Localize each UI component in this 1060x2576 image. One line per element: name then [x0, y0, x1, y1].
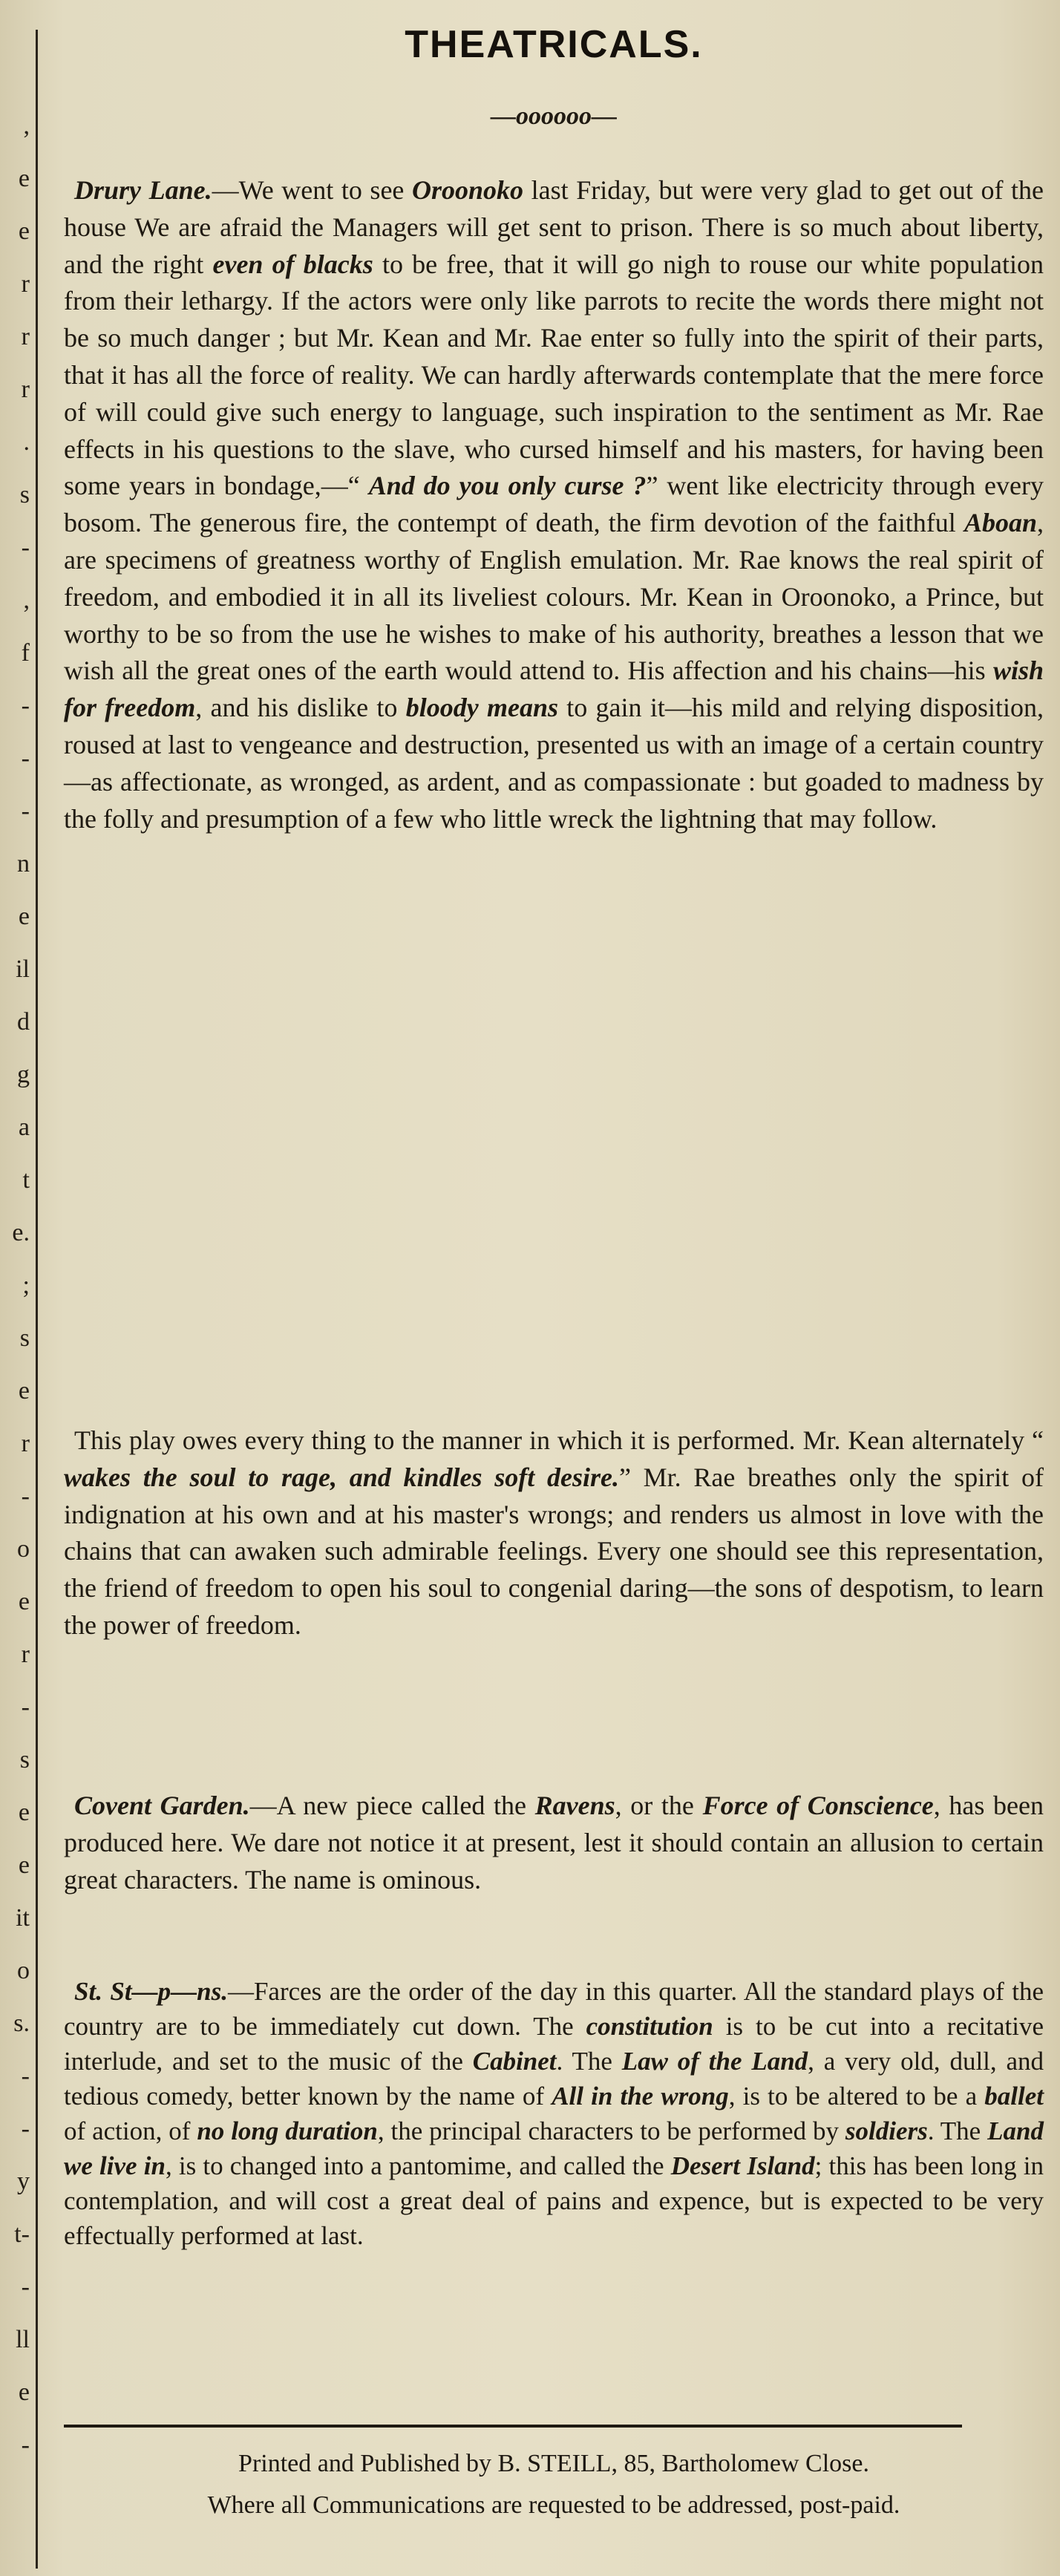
margin-fragment: -: [21, 692, 30, 719]
body-text: This play owes every thing to the manner in which it is performed. Mr. Kean alternately “: [74, 1425, 1044, 1455]
body-text: —Farces are the order of the day in this quarter. All the standard plays of the country are to be immediately cut down. The: [64, 1977, 1044, 2041]
emphasized-text: even of blacks: [212, 249, 373, 279]
margin-fragment: ;: [22, 1272, 30, 1299]
margin-fragment: -: [21, 2431, 30, 2459]
margin-fragment: r: [21, 376, 30, 403]
margin-fragment: ,: [23, 586, 30, 614]
emphasized-text: no long duration: [197, 2116, 378, 2145]
emphasized-text: wish for freedom: [64, 656, 1044, 723]
article-drury-lane: [64, 172, 1044, 837]
margin-fragment: s: [19, 481, 30, 509]
title-divider: —oooooo—: [491, 102, 617, 130]
body-text: ” went like electricity through every bosom. The generous fire, the contempt of death, the firm devotion of the faithful: [64, 471, 1044, 538]
margin-fragment: n: [17, 850, 30, 877]
body-text: —A new piece called the: [249, 1791, 535, 1820]
column-rule: [36, 30, 38, 2569]
emphasized-text: ballet: [984, 2082, 1044, 2111]
emphasized-text: Force of Conscience: [702, 1791, 934, 1820]
margin-fragment: -: [21, 745, 30, 772]
margin-fragment: -: [21, 534, 30, 561]
adjacent-column-fragments: [0, 0, 30, 2576]
emphasized-text: constitution: [586, 2012, 713, 2041]
margin-fragment: -: [21, 1693, 30, 1721]
body-text: ; this has been long in contemplation, and will cost a great deal of pains and expence, but is expected to be very effectually performed at last.: [64, 2151, 1044, 2250]
emphasized-text: soldiers: [845, 2116, 928, 2145]
emphasized-text: And do you only curse ?: [368, 471, 647, 501]
margin-fragment: r: [21, 270, 30, 298]
margin-fragment: o: [17, 1535, 30, 1563]
body-text: , and his dislike to: [195, 693, 406, 723]
margin-fragment: e: [18, 218, 30, 245]
margin-fragment: s: [19, 1324, 30, 1352]
body-text: , is to changed into a pantomime, and called the: [165, 2151, 671, 2180]
body-text: —We went to see: [212, 175, 412, 205]
emphasized-text: bloody means: [405, 693, 558, 723]
margin-fragment: e: [18, 2379, 30, 2406]
margin-fragment: d: [17, 1008, 30, 1036]
margin-fragment: r: [21, 1430, 30, 1457]
margin-fragment: .: [23, 428, 30, 456]
article-st-stephens: [64, 1974, 1044, 2253]
margin-fragment: -: [21, 2115, 30, 2142]
margin-fragment: -: [21, 1482, 30, 1510]
emphasized-text: Land we live in: [64, 2116, 1044, 2180]
body-text: to be free, that it will go nigh to rouse our white population from their lethargy. If the actors were only like parrots to recite the words there might not be so much danger ; but Mr. Kean and Mr. Rae enter so fully into the spirit of their parts, that it has all the force of reality. We can hardly afterwards contemplate that the mere force of will could give such energy to language, such inspiration to the sentiment as Mr. Rae effects in his questions to the slave, who cursed himself and his masters, for having been some years in bondage,—“: [64, 249, 1044, 501]
margin-fragment: s: [19, 1746, 30, 1774]
body-text: is to be cut into a recitative interlude, and set to the music of the: [64, 2012, 1044, 2076]
body-text: of action, of: [64, 2116, 197, 2145]
article-lead: Drury Lane.: [74, 175, 212, 205]
margin-fragment: e: [18, 1377, 30, 1405]
body-text: , are specimens of greatness worthy of English emulation. Mr. Rae knows the real spirit of freedom, and embodied it in all its liveliest colours. Mr. Kean in Oroonoko, a Prince, but worthy to be so from the use he wishes to make of his authority, breathes a lesson that we wish all the great ones of the earth would attend to. His affection and his chains—his: [64, 508, 1044, 686]
body-text: . The: [556, 2047, 622, 2076]
margin-fragment: e.: [12, 1219, 30, 1246]
emphasized-text: Oroonoko: [412, 175, 524, 205]
body-text: , has been produced here. We dare not notice it at present, lest it should contain an allusion to certain great characters. The name is ominous.: [64, 1791, 1044, 1895]
body-text: to gain it—his mild and relying disposition, roused at last to vengeance and destruction, presented us with an image of a certain country—as affectionate, as wronged, as ardent, and as compassionate : but goaded to madness by the folly and presumption of a few who little wreck the lightning that may follow.: [64, 693, 1044, 834]
margin-fragment: t-: [14, 2220, 30, 2248]
article-lead: St. St—p—ns.: [74, 1977, 228, 2006]
margin-fragment: r: [21, 323, 30, 350]
margin-fragment: t: [22, 1166, 30, 1194]
margin-fragment: f: [21, 639, 30, 667]
margin-fragment: -: [21, 797, 30, 825]
margin-fragment: it: [16, 1904, 30, 1932]
margin-fragment: r: [21, 1641, 30, 1668]
margin-fragment: il: [16, 955, 30, 983]
body-text: , a very old, dull, and tedious comedy, better known by the name of: [64, 2047, 1044, 2111]
margin-fragment: a: [18, 1114, 30, 1141]
bottom-rule: [64, 2425, 962, 2428]
margin-fragment: s.: [13, 2010, 30, 2037]
article-play-performance: [64, 1422, 1044, 1644]
emphasized-text: wakes the soul to rage, and kindles soft desire.: [64, 1462, 619, 1492]
margin-fragment: -: [21, 2273, 30, 2301]
margin-fragment: o: [17, 1957, 30, 1984]
emphasized-text: Law of the Land: [621, 2047, 808, 2076]
article-covent-garden: [64, 1788, 1044, 1898]
margin-fragment: e: [18, 1799, 30, 1826]
margin-fragment: e: [18, 903, 30, 930]
margin-fragment: ,: [23, 112, 30, 140]
section-title: THEATRICALS.: [405, 23, 703, 66]
emphasized-text: All in the wrong: [552, 2082, 729, 2111]
body-text: , the principal characters to be performed by: [377, 2116, 845, 2145]
margin-fragment: e: [18, 1588, 30, 1615]
margin-fragment: ll: [16, 2326, 30, 2353]
margin-fragment: -: [21, 2062, 30, 2090]
margin-fragment: e: [18, 1851, 30, 1879]
margin-fragment: e: [18, 165, 30, 192]
margin-fragment: g: [17, 1061, 30, 1088]
emphasized-text: Aboan: [964, 508, 1037, 538]
margin-fragment: y: [17, 2168, 30, 2195]
body-text: . The: [927, 2116, 988, 2145]
body-text: , is to be altered to be a: [728, 2082, 985, 2111]
body-text: ” Mr. Rae breathes only the spirit of indignation at his own and at his master's wrongs; and renders us almost in love with the chains that can awaken such admirable feelings. Every one should see this representation, the friend of freedom to open his soul to congenial daring—the sons of despotism, to learn the power of freedom.: [64, 1462, 1044, 1640]
body-text: , or the: [615, 1791, 703, 1820]
imprint-communications: Where all Communications are requested to be addressed, post-paid.: [207, 2491, 900, 2519]
imprint-publisher: Printed and Published by B. STEILL, 85, Bartholomew Close.: [238, 2450, 869, 2477]
article-lead: Covent Garden.: [74, 1791, 250, 1820]
emphasized-text: Desert Island: [670, 2151, 815, 2180]
body-text: last Friday, but were very glad to get out of the house We are afraid the Managers will get sent to prison. There is so much about liberty, and the right: [64, 175, 1044, 279]
emphasized-text: Cabinet: [472, 2047, 557, 2076]
emphasized-text: Ravens: [534, 1791, 615, 1820]
